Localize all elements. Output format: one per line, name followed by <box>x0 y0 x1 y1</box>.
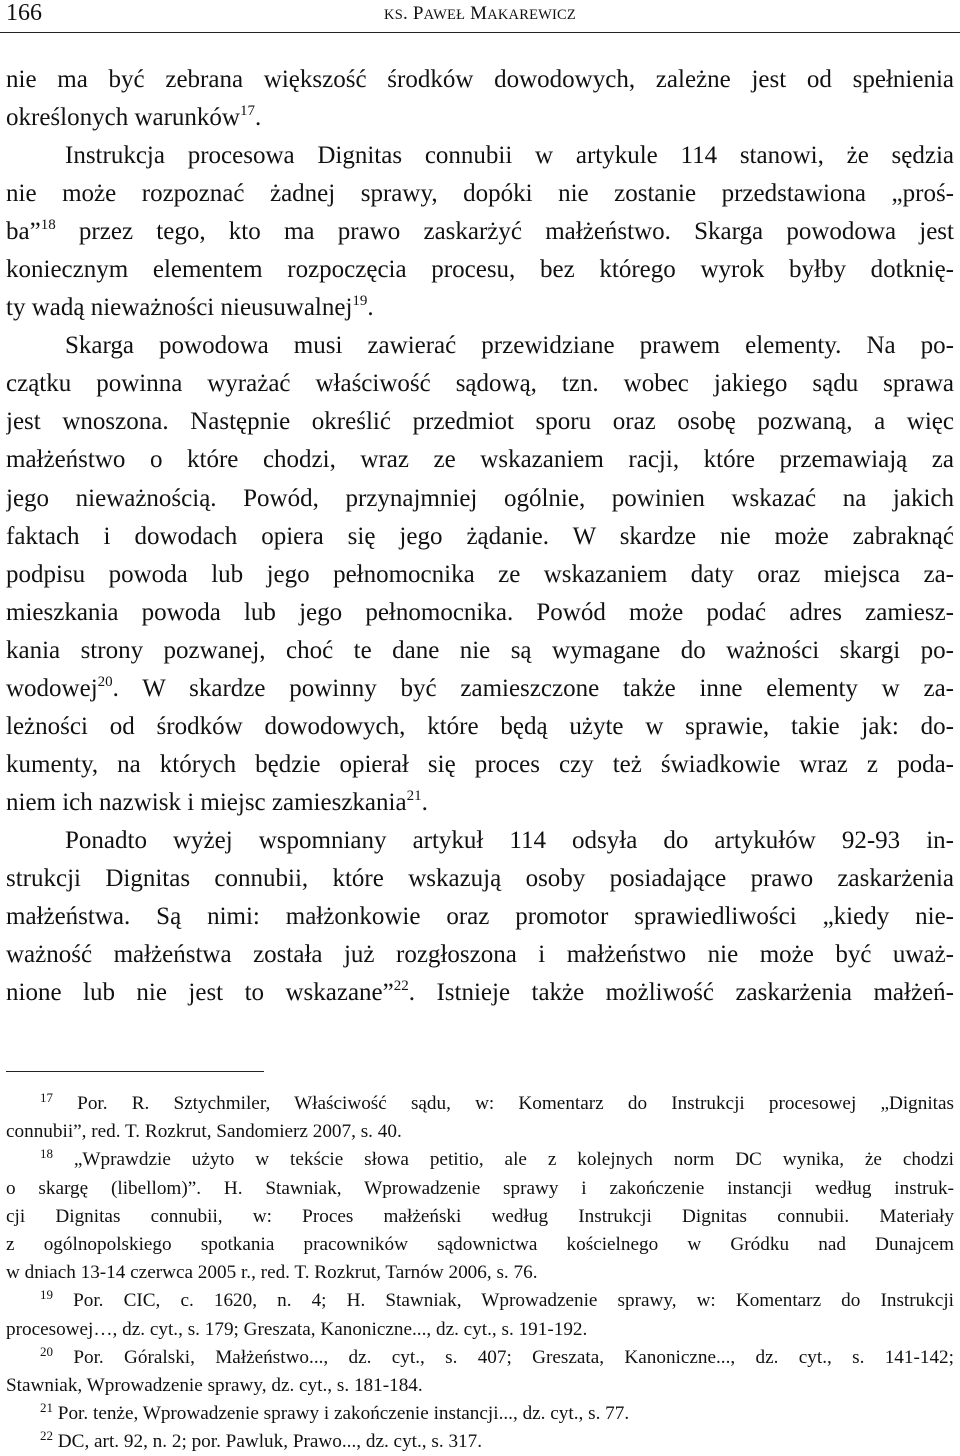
running-title-author <box>0 2 960 27</box>
body-line: określonych warunków$^{17}$. <box>6 103 262 132</box>
header-rule <box>0 32 960 33</box>
footnote-line: connubii”, red. T. Rozkrut, Sandomierz 2007, s. 40. <box>6 1121 402 1143</box>
author-smallcaps: S <box>394 7 403 23</box>
footnotes <box>6 1090 954 1456</box>
body-line: kumenty, na których będzie opierał się proces czy też świadkowie wraz z poda- <box>6 750 954 778</box>
running-header <box>0 0 960 30</box>
footnote-ref: 21 <box>406 787 422 804</box>
footnote-line: w dniach 13-14 czerwca 2005 r., red. T. Rozkrut, Tarnów 2006, s. 76. <box>6 1262 538 1284</box>
body-line: podpisu powoda lub jego pełnomocnika ze wskazaniem daty oraz miejsca za- <box>6 560 954 588</box>
author-smallcaps: K <box>384 7 395 23</box>
author-smallcaps: AWEŁ <box>423 7 466 23</box>
body-line: nie może rozpoznać żadnej sprawy, dopóki nie zostanie przedstawiona „proś- <box>6 180 954 208</box>
footnote-line: $^{22}$ DC, art. 92, n. 2; por. Pawluk, Prawo..., dz. cyt., s. 317. <box>40 1428 483 1453</box>
footnote-number: 19 <box>40 1287 53 1303</box>
body-line: małżeństwa. Są nimi: małżonkowie oraz promotor sprawiedliwości „kiedy nie- <box>6 903 954 931</box>
body-line: Instrukcja procesowa Dignitas connubii w artykule 114 stanowi, że sędzia <box>65 142 954 170</box>
body-line: Ponadto wyżej wspomniany artykuł 114 odsyła do artykułów 92-93 in- <box>65 826 954 854</box>
footnote-line: $^{21}$ Por. tenże, Wprowadzenie sprawy i zakończenie instancji..., dz. cyt., s. 77. <box>40 1400 630 1425</box>
body-line: strukcji Dignitas connubii, które wskazują osoby posiadające prawo zaskarżenia <box>6 864 954 892</box>
footnote-line: z ogólnopolskiego spotkania pracowników sądownictwa kościelnego w Gródku nad Dunajcem <box>6 1233 954 1255</box>
body-line: wodowej$^{20}$. W skardze powinny być zamieszczone także inne elementy w za- <box>6 673 954 702</box>
body-line: Skarga powodowa musi zawierać przewidziane prawem elementy. Na po- <box>65 332 954 360</box>
footnote-number: 18 <box>40 1146 53 1162</box>
body-line: ba”$^{18}$ przez tego, kto ma prawo zaskarżyć małżeństwo. Skarga powodowa jest <box>6 217 954 246</box>
footnote-separator <box>6 1071 264 1072</box>
footnote-line: o skargę (libellom)”. H. Stawniak, Wprowadzenie sprawy i zakończenie instancji według instruk- <box>6 1177 954 1199</box>
footnote-ref: 22 <box>393 978 409 995</box>
body-line: ty wadą nieważności nieusuwalnej$^{19}$. <box>6 293 374 322</box>
body-line: ważność małżeństwa została już rozgłoszona i małżeństwo nie może być uważ- <box>6 941 954 969</box>
author-initial: . P <box>402 3 424 24</box>
footnote-number: 17 <box>40 1090 53 1105</box>
body-line: nie ma być zebrana większość środków dowodowych, zależne jest od spełnienia <box>6 66 954 93</box>
body-line: leżności od środków dowodowych, które będą użyte w sprawie, takie jak: do- <box>6 712 954 740</box>
footnote-line: $^{19}$ Por. CIC, c. 1620, n. 4; H. Stawniak, Wprowadzenie sprawy, w: Komentarz do Instrukcji <box>40 1287 954 1312</box>
body-line: niem ich nazwisk i miejsc zamieszkania$^{21}$. <box>6 787 428 816</box>
footnote-line: $^{18}$ „Wprawdzie użyto w tekście słowa petitio, ale z kolejnych norm DC wynika, że chodzi <box>40 1146 954 1171</box>
footnote-line: cji Dignitas connubii, w: Proces małżeński według Instrukcji Dignitas connubii. Materiały <box>6 1205 954 1227</box>
footnote-line: Stawniak, Wprowadzenie sprawy, dz. cyt., s. 181-184. <box>6 1374 423 1396</box>
author-initial: M <box>465 3 488 24</box>
body-line: nione lub nie jest to wskazane”$^{22}$. Istnieje także możliwość zaskarżenia małżeń- <box>6 978 954 1007</box>
body-line: czątku powinna wyrażać właściwość sądową, tzn. wobec jakiego sądu sprawa <box>6 370 954 398</box>
body-text <box>6 61 954 1012</box>
footnote-ref: 17 <box>239 103 255 120</box>
body-line: jego nieważnością. Powód, przynajmniej ogólnie, powinien wskazać na jakich <box>6 484 954 512</box>
footnote-number: 20 <box>40 1343 53 1359</box>
body-line: małżeństwo o które chodzi, wraz ze wskazaniem racji, które przemawiają za <box>6 446 954 474</box>
footnote-ref: 18 <box>40 217 56 234</box>
footnote-ref: 20 <box>97 673 113 690</box>
body-line: kania strony pozwanej, choć te dane nie są wymagane do ważności skargi po- <box>6 636 954 664</box>
body-line: mieszkania powoda lub jego pełnomocnika. Powód może podać adres zamiesz- <box>6 598 954 626</box>
footnote-line: procesowej…, dz. cyt., s. 179; Greszata, Kanoniczne..., dz. cyt., s. 191-192. <box>6 1318 588 1340</box>
body-line: koniecznym elementem rozpoczęcia procesu, bez którego wyrok byłby dotknię- <box>6 256 954 284</box>
footnote-ref: 19 <box>352 293 368 310</box>
body-line: jest wnoszona. Następnie określić przedmiot sporu oraz osobę pozwaną, a więc <box>6 408 954 436</box>
footnote-line: $^{20}$ Por. Góralski, Małżeństwo..., dz. cyt., s. 407; Greszata, Kanoniczne..., dz. cyt., s. 141-142; <box>40 1343 954 1368</box>
footnote-line: $^{17}$ Por. R. Sztychmiler, Właściwość sądu, w: Komentarz do Instrukcji procesowej „Dignitas <box>40 1090 954 1114</box>
page-number: 166 <box>6 0 42 26</box>
body-line: faktach i dowodach opiera się jego żądanie. W skardze nie może zabraknąć <box>6 522 954 550</box>
author-smallcaps: AKAREWICZ <box>487 7 576 23</box>
footnote-number: 21 <box>40 1400 53 1416</box>
footnote-number: 22 <box>40 1428 53 1444</box>
